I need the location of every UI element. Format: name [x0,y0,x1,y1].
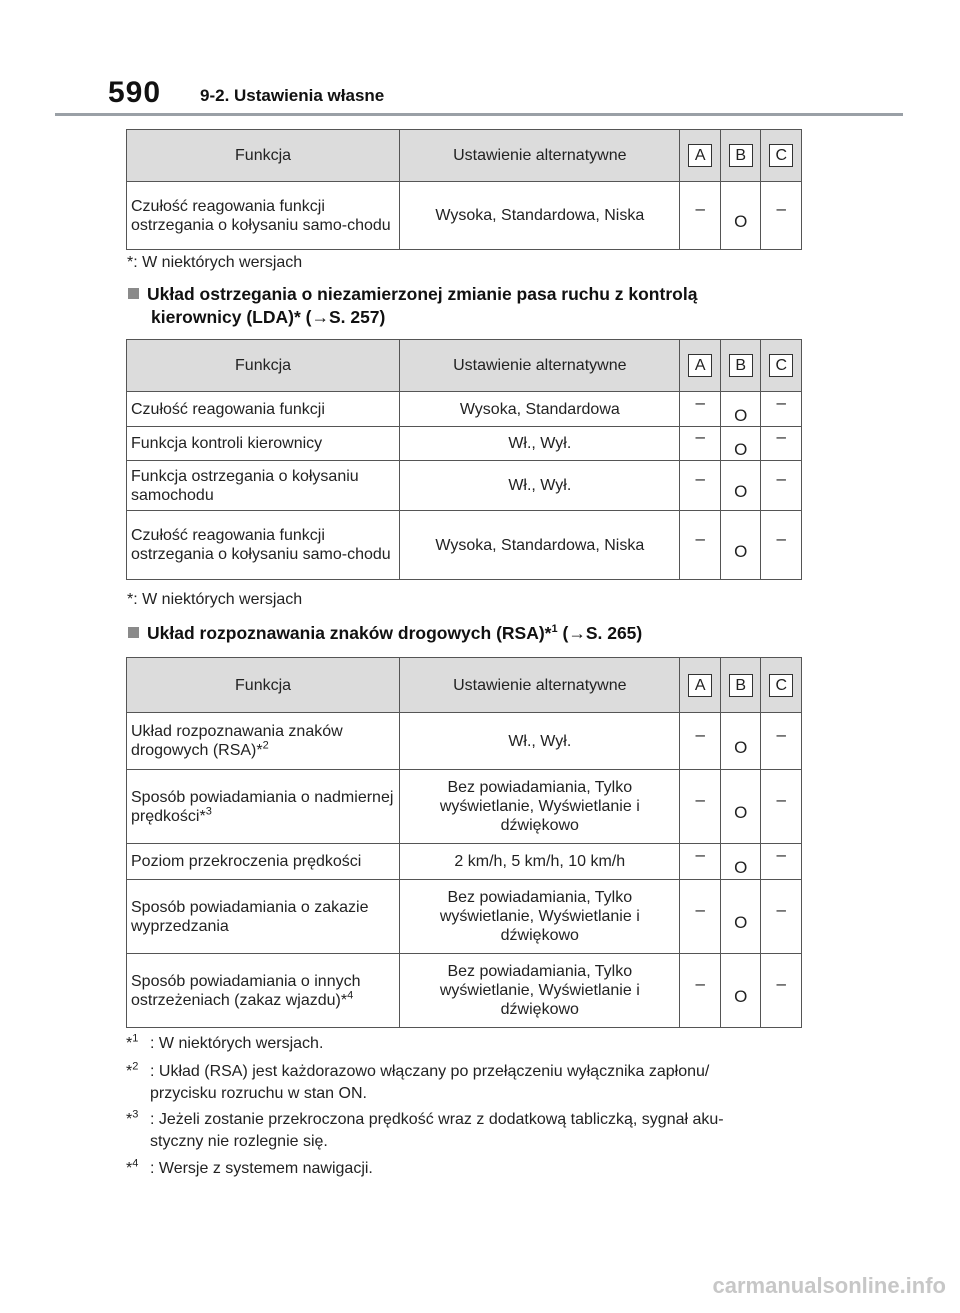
col-header-function: Funkcja [127,130,400,182]
col-header-b [720,340,761,392]
section-heading-lda: Układ ostrzegania o niezamierzonej zmianie pasa ruchu z kontrolą kierownicy (LDA)* (→S. 257) [128,283,697,329]
section-heading-rsa: Układ rozpoznawania znaków drogowych (RSA)*$^1$ (→S. 265) [128,622,642,645]
function-cell: Sposób powiadamiania o nadmiernej prędkości*$^3$ [127,770,400,844]
alternative-cell: Wysoka, Standardowa, Niska [400,511,680,580]
mark-a: – [680,461,721,511]
function-cell: Czułość reagowania funkcji ostrzegania o kołysaniu samo-chodu [127,182,400,250]
alternative-cell: Wł., Wył. [400,427,680,461]
alternative-cell: Bez powiadamiania, Tylko wyświetlanie, Wyświetlanie i dźwiękowo [400,954,680,1028]
mark-c: – [761,392,802,427]
alternative-cell: Wł., Wył. [400,461,680,511]
mark-b: O [720,844,761,880]
mark-c: – [761,880,802,954]
table-row [127,461,802,511]
table-header-row [127,658,802,713]
function-cell: Funkcja ostrzegania o kołysaniu samochodu [127,461,400,511]
col-header-c [761,130,802,182]
letter-a-box: A [688,144,712,167]
mark-c: – [761,182,802,250]
mark-c: – [761,713,802,770]
letter-b-box: B [729,354,753,377]
function-cell: Sposób powiadamiania o zakazie wyprzedzania [127,880,400,954]
footnote-2: *$^2$ : Układ (RSA) jest każdorazowo włączany po przełączeniu wyłącznika zapłonu/ przycisku rozruchu w stan ON. [126,1060,710,1102]
function-cell: Czułość reagowania funkcji [127,392,400,427]
bullet-square-icon [128,288,139,299]
col-header-a [680,340,721,392]
mark-b: O [720,770,761,844]
table-row [127,844,802,880]
section-title: 9-2. Ustawienia własne [200,86,385,105]
table-note: *: W niektórych wersjach [127,254,303,271]
mark-c: – [761,954,802,1028]
footnote-3: *$^3$ : Jeżeli zostanie przekroczona prędkość wraz z dodatkową tabliczką, sygnał aku- styczny nie rozlegnie się. [126,1108,724,1150]
table-header-row [127,340,802,392]
mark-b: O [720,427,761,461]
alternative-cell: Bez powiadamiania, Tylko wyświetlanie, Wyświetlanie i dźwiękowo [400,770,680,844]
mark-b: O [720,392,761,427]
function-cell: Poziom przekroczenia prędkości [127,844,400,880]
function-cell: Funkcja kontroli kierownicy [127,427,400,461]
mark-a: – [680,392,721,427]
mark-c: – [761,461,802,511]
settings-table-lda [126,339,802,580]
page-number: 590 [108,76,162,109]
mark-b: O [720,461,761,511]
function-cell: Czułość reagowania funkcji ostrzegania o kołysaniu samo-chodu [127,511,400,580]
watermark: carmanualsonline.info [712,1273,946,1298]
mark-b: O [720,954,761,1028]
mark-b: O [720,182,761,250]
mark-a: – [680,954,721,1028]
settings-table-rsa [126,657,802,1028]
header-divider [55,113,903,116]
mark-c: – [761,770,802,844]
mark-a: – [680,511,721,580]
col-header-a [680,658,721,713]
table-row [127,770,802,844]
mark-c: – [761,427,802,461]
table-note: *: W niektórych wersjach [127,591,303,608]
mark-a: – [680,844,721,880]
letter-c-box: C [769,674,793,697]
letter-a-box: A [688,674,712,697]
col-header-c [761,658,802,713]
mark-c: – [761,511,802,580]
mark-b: O [720,511,761,580]
col-header-function: Funkcja [127,340,400,392]
bullet-square-icon [128,627,139,638]
alternative-cell: Wysoka, Standardowa, Niska [400,182,680,250]
alternative-cell: Wysoka, Standardowa [400,392,680,427]
mark-a: – [680,880,721,954]
letter-c-box: C [769,354,793,377]
mark-b: O [720,880,761,954]
table-row [127,392,802,427]
function-cell: Sposób powiadamiania o innych ostrzeżeniach (zakaz wjazdu)*$^4$ [127,954,400,1028]
table-header-row [127,130,802,182]
alternative-cell: Wł., Wył. [400,713,680,770]
table-row [127,954,802,1028]
footnote-1: *$^1$ : W niektórych wersjach. [126,1032,324,1052]
col-header-b [720,130,761,182]
table-row [127,880,802,954]
letter-a-box: A [688,354,712,377]
table-row [127,713,802,770]
mark-b: O [720,713,761,770]
mark-c: – [761,844,802,880]
col-header-alternative: Ustawienie alternatywne [400,130,680,182]
col-header-c [761,340,802,392]
col-header-b [720,658,761,713]
col-header-alternative: Ustawienie alternatywne [400,658,680,713]
alternative-cell: 2 km/h, 5 km/h, 10 km/h [400,844,680,880]
footnote-4: *$^4$ : Wersje z systemem nawigacji. [126,1157,373,1177]
mark-a: – [680,713,721,770]
letter-b-box: B [729,144,753,167]
mark-a: – [680,770,721,844]
mark-a: – [680,427,721,461]
alternative-cell: Bez powiadamiania, Tylko wyświetlanie, Wyświetlanie i dźwiękowo [400,880,680,954]
col-header-a [680,130,721,182]
table-row [127,427,802,461]
col-header-alternative: Ustawienie alternatywne [400,340,680,392]
table-row [127,182,802,250]
settings-table-sway [126,129,802,250]
letter-c-box: C [769,144,793,167]
mark-a: – [680,182,721,250]
col-header-function: Funkcja [127,658,400,713]
function-cell: Układ rozpoznawania znaków drogowych (RSA)*$^2$ [127,713,400,770]
table-row [127,511,802,580]
letter-b-box: B [729,674,753,697]
